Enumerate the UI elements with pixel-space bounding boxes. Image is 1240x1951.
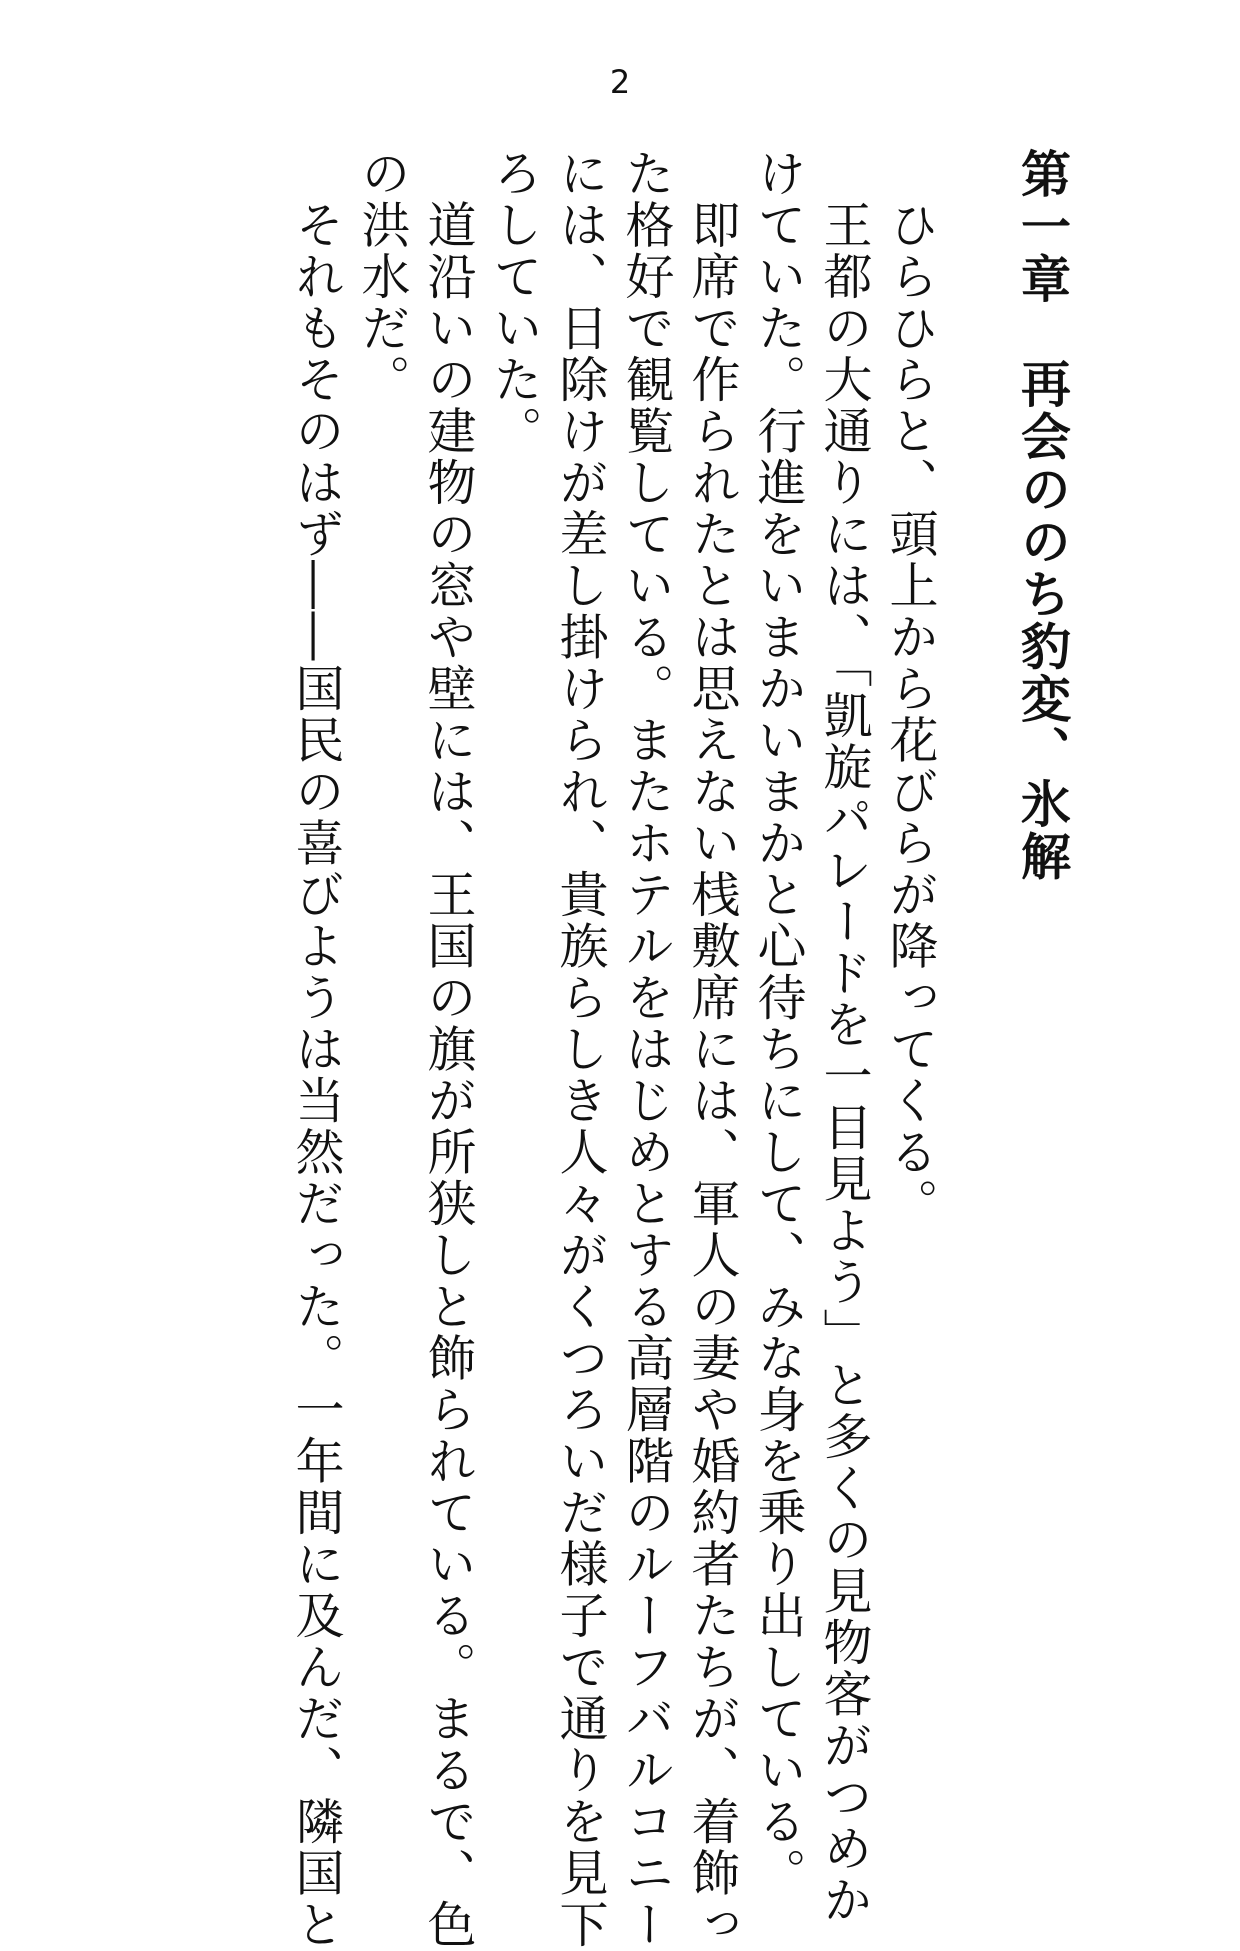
page-number: 2: [609, 63, 631, 101]
text-line: た格好で観覧している。またホテルをはじめとする高層階のルーフバルコニー: [618, 148, 675, 1951]
text-line: の洪水だ。: [354, 148, 411, 406]
text-line: けていた。行進をいまかいまかと心待ちにして、みな身を乗り出している。: [750, 148, 807, 1899]
text-line: ろしていた。: [486, 148, 543, 457]
text-line: それもそのはず――国民の喜びようは当然だった。一年間に及んだ、隣国と: [288, 148, 345, 1951]
chapter-title: 第一章 再会ののち豹変、氷解: [1013, 148, 1071, 883]
text-line: ひらひらと、頭上から花びらが降ってくる。: [882, 148, 939, 1230]
text-line: には、日除けが差し掛けられ、貴族らしき人々がくつろいだ様子で通りを見下: [552, 148, 609, 1951]
text-line: 道沿いの建物の窓や壁には、王国の旗が所狭しと飾られている。まるで、色: [420, 148, 477, 1951]
text-line: 王都の大通りには、「凱旋パレードを一目見よう」と多くの見物客がつめか: [816, 148, 873, 1926]
vertical-text-block: [283, 148, 1075, 1951]
text-line: 即席で作られたとは思えない桟敷席には、軍人の妻や婚約者たちが、着飾っ: [684, 148, 741, 1951]
